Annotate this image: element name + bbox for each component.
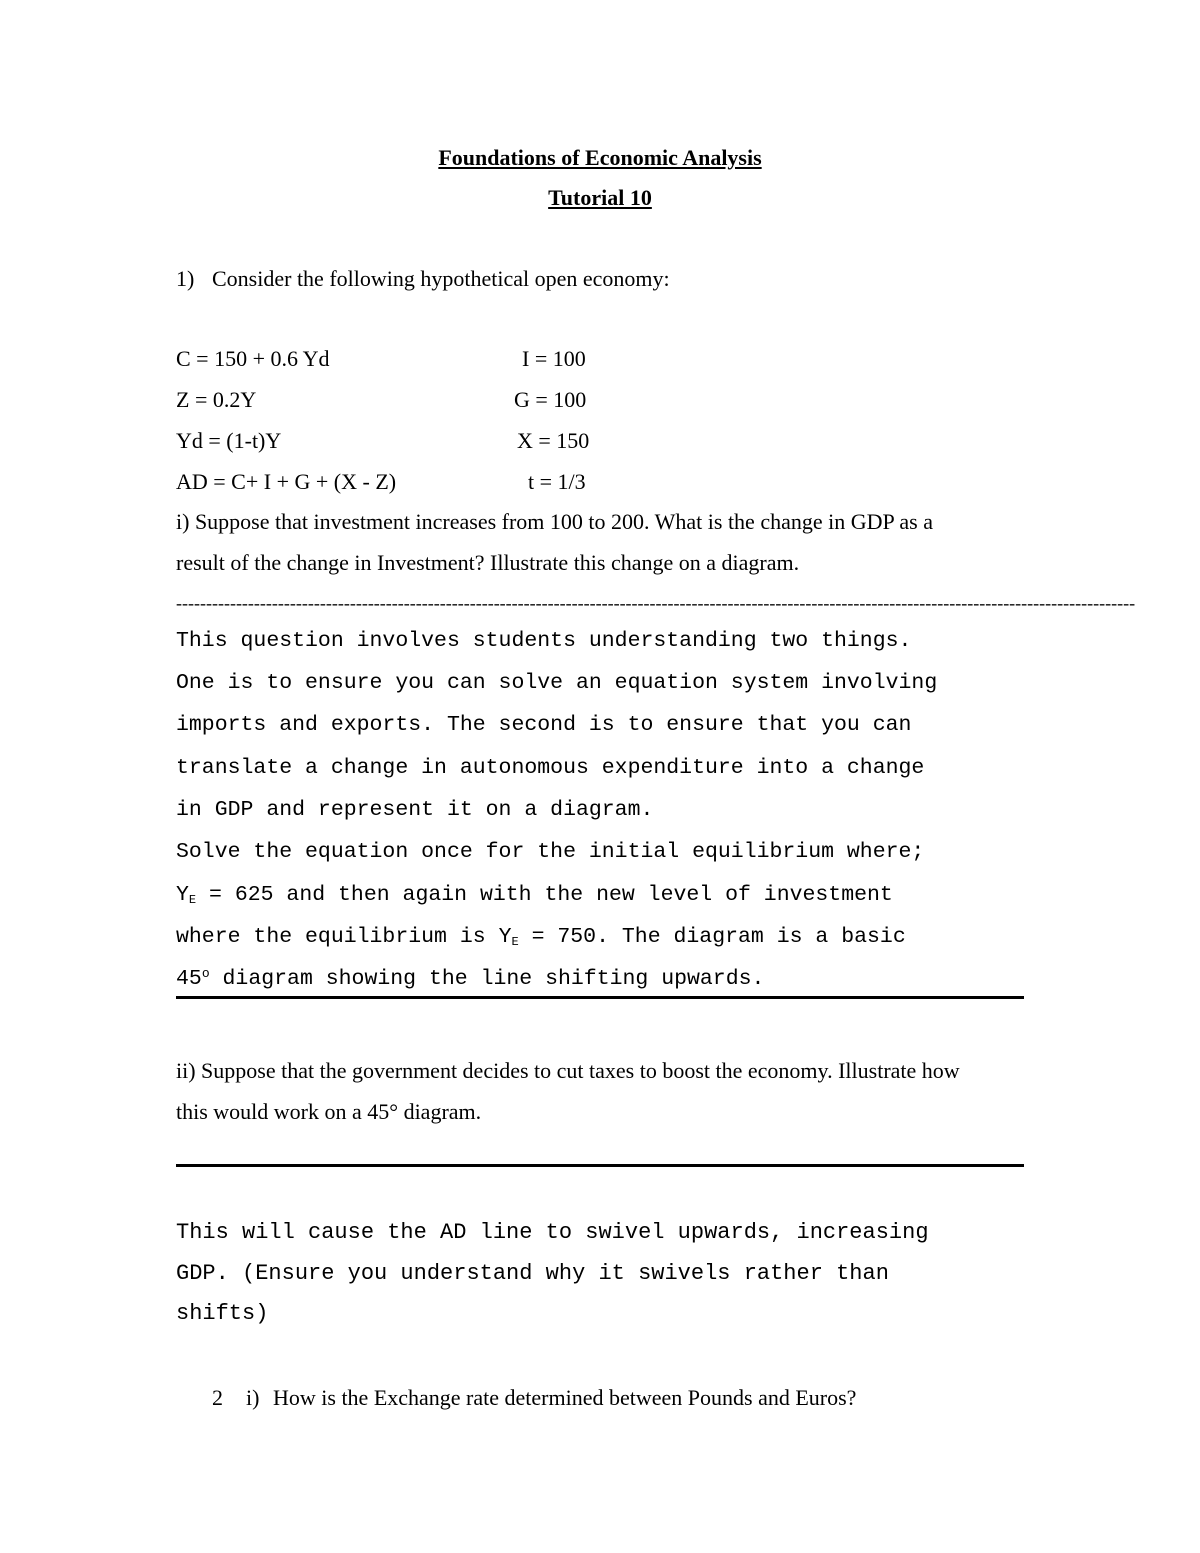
question-2-part: i) <box>246 1385 260 1410</box>
equilibrium-subscript-2: E <box>511 935 519 949</box>
equation-disposable-income: Yd = (1-t)Y <box>176 428 282 453</box>
answer-i-line-6: Solve the equation once for the initial equilibrium where; <box>176 840 925 864</box>
equation-government: G = 100 <box>514 387 587 412</box>
answer-ii-line-3: shifts) <box>176 1301 269 1326</box>
equation-consumption: C = 150 + 0.6 Yd <box>176 346 330 371</box>
section-rule-2 <box>176 1164 1024 1167</box>
question-1-part-ii-line-1: ii) Suppose that the government decides to cut taxes to boost the economy. Illustrate how <box>176 1058 960 1083</box>
question-2-number: 2 <box>212 1385 223 1410</box>
question-1-part-i-line-1: i) Suppose that investment increases from 100 to 200. What is the change in GDP as a <box>176 509 934 534</box>
question-1-intro: Consider the following hypothetical open economy: <box>212 266 670 291</box>
dashed-separator: ---------------------------------------------------------------------------------------------------------------------------------------------------------------- <box>176 593 1136 613</box>
degree-number: 45 <box>176 967 202 991</box>
equilibrium-symbol: Y <box>176 883 189 907</box>
answer-i-line-7 <box>176 885 893 907</box>
equilibrium-symbol-2: Y <box>498 925 512 949</box>
answer-i-line-3: imports and exports. The second is to ensure that you can <box>176 713 912 737</box>
document-title: Foundations of Economic Analysis <box>438 145 762 170</box>
section-rule-1 <box>176 996 1024 999</box>
equation-investment: I = 100 <box>522 346 586 371</box>
answer-i-line-9-rest: diagram showing the line shifting upwards. <box>209 967 765 991</box>
question-1-number: 1) <box>176 266 195 291</box>
answer-ii-line-2: GDP. (Ensure you understand why it swivels rather than <box>176 1261 889 1286</box>
answer-i-line-8-prefix: where the equilibrium is <box>176 925 499 949</box>
answer-i-line-9 <box>176 966 765 991</box>
equation-exports: X = 150 <box>517 428 590 453</box>
answer-ii-line-1: This will cause the AD line to swivel upwards, increasing <box>176 1220 929 1245</box>
equilibrium-subscript: E <box>188 893 197 907</box>
question-1-part-ii-line-2: this would work on a 45° diagram. <box>176 1099 482 1124</box>
answer-i-line-8-suffix: = 750. The diagram is a basic <box>518 925 906 949</box>
answer-i-line-8 <box>176 927 906 949</box>
answer-i-line-2: One is to ensure you can solve an equation system involving <box>176 671 938 695</box>
degree-symbol: o <box>201 966 210 981</box>
equation-aggregate-demand: AD = C+ I + G + (X - Z) <box>176 469 397 494</box>
equation-tax-rate: t = 1/3 <box>528 469 586 494</box>
answer-i-line-5: in GDP and represent it on a diagram. <box>176 798 654 822</box>
question-2-text: How is the Exchange rate determined between Pounds and Euros? <box>273 1385 857 1410</box>
answer-i-line-4: translate a change in autonomous expenditure into a change <box>176 756 925 780</box>
answer-i-line-7-rest: = 625 and then again with the new level of investment <box>196 883 893 907</box>
answer-i-line-1: This question involves students understanding two things. <box>176 629 912 653</box>
tutorial-number: Tutorial 10 <box>548 185 652 210</box>
equation-imports: Z = 0.2Y <box>176 387 257 412</box>
question-1-part-i-line-2: result of the change in Investment? Illustrate this change on a diagram. <box>176 550 800 575</box>
